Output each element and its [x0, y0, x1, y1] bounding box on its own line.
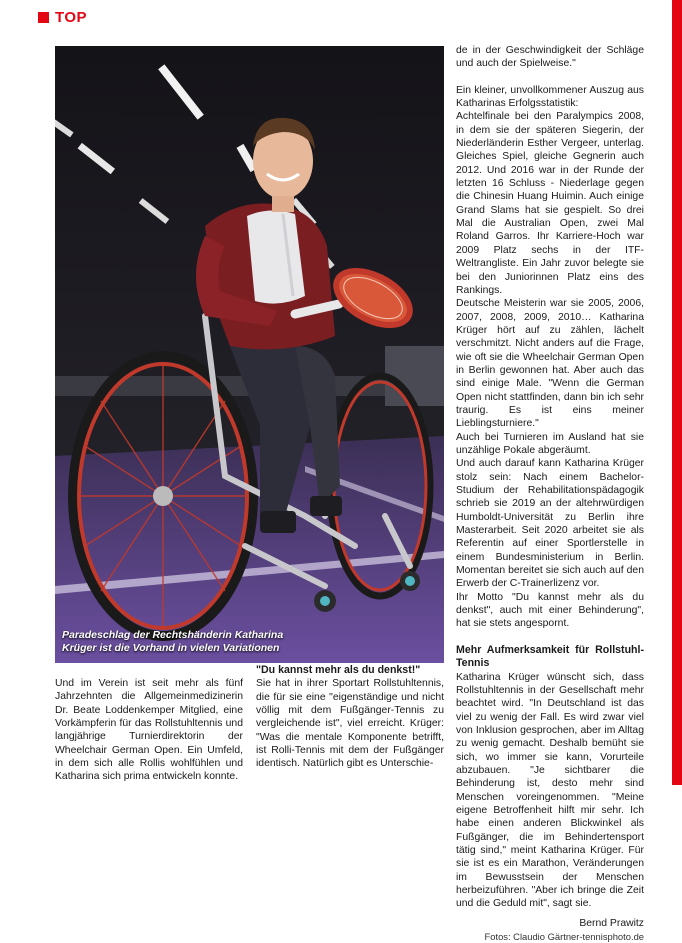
right-para-1: de in der Geschwindigkeit der Schläge und auch der Spielweise.": [456, 45, 644, 70]
section-tag-label: TOP: [55, 9, 88, 26]
right-column: [456, 44, 644, 943]
mid-column-text: Sie hat in ihrer Sportart Rollstuhltennis, die für sie eine "eigenständige und nicht völlig mit dem Fußgänger-Tennis zu vergleichende ist", viel erreicht. Krüger: "Was die mentale Komponente betrifft, ist Rolli-Tennis mit dem der Fußgänger identisch. Natürlich gibt es Unterschie-: [256, 678, 444, 770]
right-para-2: Ein kleiner, unvollkommener Auszug aus Katharinas Erfolgsstatistik:: [456, 84, 644, 110]
right-heading: Mehr Aufmerksamkeit für Rollstuhl-Tennis: [456, 643, 644, 670]
wheelchair-tennis-player-photo: [55, 46, 444, 663]
photo-credit: Fotos: Claudio Gärtner-tennisphoto.de: [484, 931, 644, 943]
right-para-8: Katharina Krüger wünscht sich, dass Rollstuhltennis in der Gesellschaft mehr beachtet wird. "In Deutschland ist das viel zu wenig der Fall. Es wird zwar viel von Inklusion gesprochen, aber im Alltag zu wenig gemacht. Deshalb bemüht sie sich, wo immer sie kann, Vorurteile abzubauen. "Je sichtbarer die Behinderung ist, desto mehr sind Menschen voreingenommen. "Meine eigene Betroffenheit hilft mir sehr. Ich habe einen anderen Blickwinkel als Fußgänger, die im Behindertensport tätig sind," meint Katharina Krüger. Für sie ist es ein Marathon, Veränderungen im Bewusstsein der Menschen herbeizuführen. "Aber ich bringe die Zeit und die Geduld mit", sagt sie.: [456, 671, 644, 910]
left-column: [55, 677, 243, 784]
page-edge-bar: [672, 0, 682, 785]
middle-column: [256, 664, 444, 771]
caption-line-1: Paradeschlag der Rechtshänderin Katharina: [62, 629, 284, 641]
section-square-icon: [38, 12, 49, 23]
right-para-4: Deutsche Meisterin war sie 2005, 2006, 2007, 2008, 2009, 2010… Katharina Krüger hört auf zu zählen, lächelt verschmitzt. Nicht anders auf die Frage, wie oft sie die Wheelchair German Open in Berlin gewonnen hat. Aber auch das sind einige Male. "Wenn die German Open nicht stattfinden, dann bin ich sehr traurig. Es ist eins meiner Lieblingsturniere.": [456, 298, 644, 430]
caption-line-2: Krüger ist die Vorhand in vielen Variationen: [62, 642, 280, 654]
right-para-3: Achtelfinale bei den Paralympics 2008, in dem sie der späteren Siegerin, der Niederländerin Esther Vergeer, unterlag. Gleiches Spiel, gleiche Gegnerin auch 2012. Und 2016 war in der Runde der letzten 16 Schluss - Niederlage gegen die Chinesin Huang Huimin. Auch einige Grand Slams hat sie gespielt. So drei Mal die Australian Open, zwei Mal Roland Garros. Ihr Karriere-Hoch war 2009 Platz sechs in der ITF-Weltrangliste. Ein Jahr zuvor belegte sie bei den Juniorinnen Platz eins des Rankings.: [456, 111, 644, 296]
author-name: Bernd Prawitz: [579, 917, 644, 929]
article-photo: [55, 46, 444, 663]
left-column-text: Und im Verein ist seit mehr als fünf Jahrzehnten die Allgemeinmedizinerin Dr. Beate Loddenkemper Mitglied, eine Vorkämpferin für das Rollstuhltennis und langjährige Turnierdirektorin der Wheelchair German Open. Ein Umfeld, in dem sich alle Rollis wohlfühlen und Katharina sich prima entwickeln konnte.: [55, 678, 243, 783]
section-tag: [38, 9, 87, 26]
photo-caption: [62, 629, 283, 655]
right-para-7: Ihr Motto "Du kannst mehr als du denkst", auch mit einer Behinderung", hat sie stets angespornt.: [456, 591, 644, 630]
mid-heading: "Du kannst mehr als du denkst!": [256, 664, 421, 676]
right-para-5: Auch bei Turnieren im Ausland hat sie unzählige Pokale abgeräumt.: [456, 431, 644, 456]
right-para-6: Und auch darauf kann Katharina Krüger stolz sein: Nach einem Bachelor-Studium der Rehabilitationspädagogik schrieb sie 2019 an der altehrwürdigen Humboldt-Universität zu Berlin ihre Masterarbeit. Seit 2020 arbeitet sie als Referentin auf einer Sportlerstelle in einem Bundesministerium in Berlin. Momentan bereitet sie sich auch auf den Erwerb der C-Trainerlizenz vor.: [456, 458, 644, 590]
